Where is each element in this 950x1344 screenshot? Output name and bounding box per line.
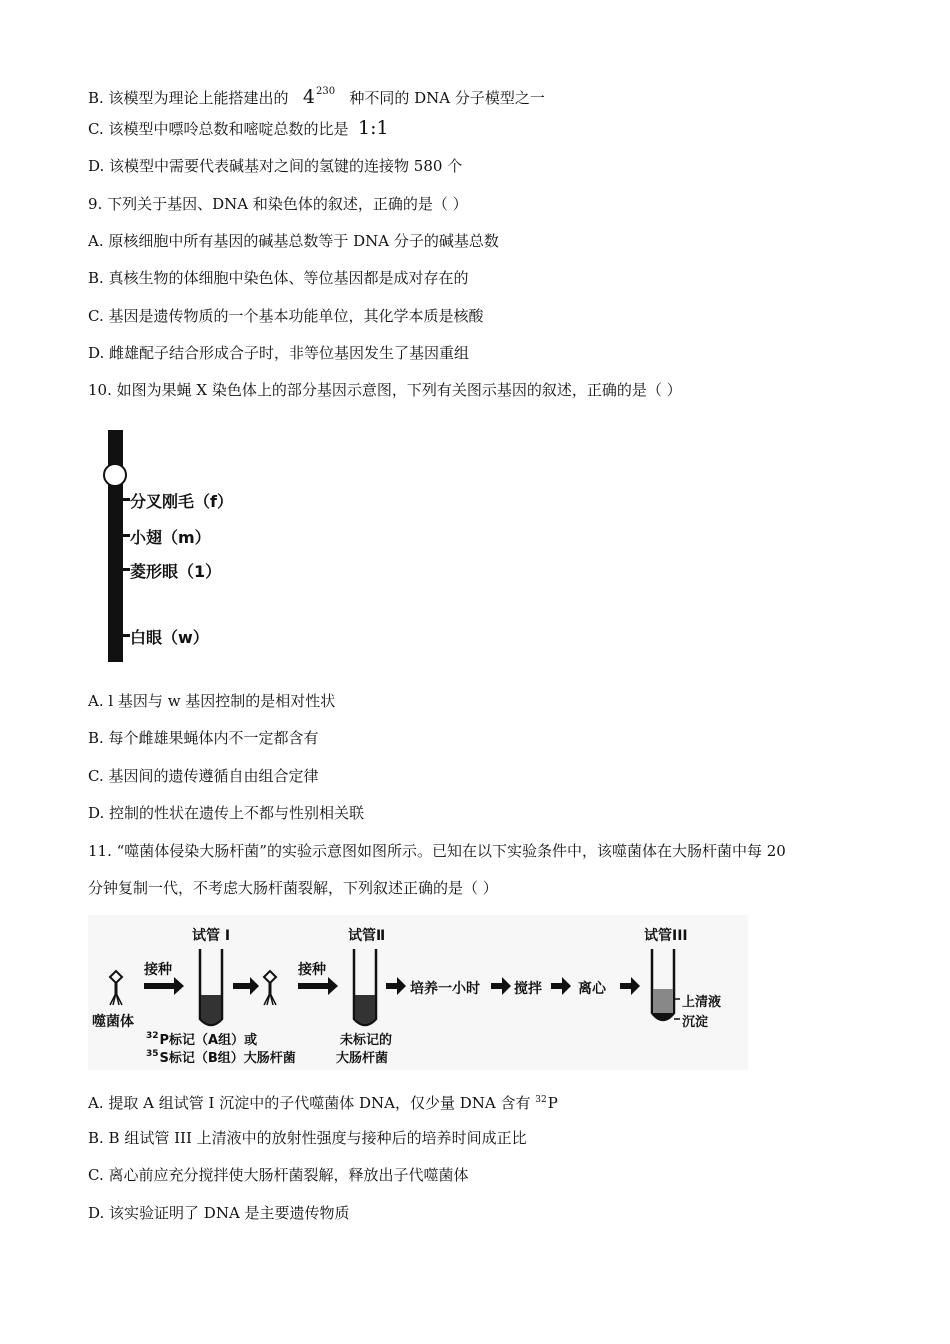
- option-9b: B. 真核生物的体细胞中染色体、等位基因都是成对存在的: [88, 269, 469, 287]
- tube-3-label: 试管III: [644, 928, 688, 944]
- option-11a: [88, 1090, 558, 1113]
- option-8b-text-end: 种不同的 DNA 分子模型之一: [349, 89, 545, 107]
- tube-2-label: 试管Ⅱ: [348, 928, 386, 944]
- phage-icon: [110, 971, 122, 1005]
- option-11d: D. 该实验证明了 DNA 是主要遗传物质: [88, 1204, 350, 1222]
- unlabeled-bacteria-line2: 大肠杆菌: [336, 1051, 389, 1066]
- option-8b: [88, 82, 545, 108]
- inoculate-label-1: 接种: [144, 962, 172, 978]
- formula-exponent: 230: [315, 86, 336, 97]
- arrow-2: [233, 983, 251, 989]
- gene-tick-m: [120, 534, 130, 537]
- isotope-symbol: P: [547, 1094, 558, 1112]
- option-10c: C. 基因间的遗传遵循自由组合定律: [88, 767, 319, 785]
- question-10: 10. 如图为果蝇 X 染色体上的部分基因示意图，下列有关图示基因的叙述，正确的是（ ）: [88, 381, 682, 399]
- labeled-bacteria-line1: $^{32}$P标记（A组）或: [146, 1031, 258, 1048]
- step-centrifuge: 离心: [578, 981, 606, 997]
- step-stir: 搅拌: [514, 981, 542, 997]
- gene-label-l: 菱形眼（1）: [130, 562, 222, 581]
- option-10d: D. 控制的性状在遗传上不都与性别相关联: [88, 804, 365, 822]
- option-8b-text: B. 该模型为理论上能搭建出的: [88, 89, 289, 107]
- option-11a-text: A. 提取 A 组试管 I 沉淀中的子代噬菌体 DNA，仅少量 DNA 含有: [88, 1094, 531, 1112]
- option-11c: C. 离心前应充分搅拌使大肠杆菌裂解，释放出子代噬菌体: [88, 1166, 469, 1184]
- question-11-line1: 11. “噬菌体侵染大肠杆菌”的实验示意图如图所示。已知在以下实验条件中，该噬菌体在大肠杆菌中每 20: [88, 842, 786, 860]
- phage-label: 噬菌体: [92, 1014, 134, 1030]
- arrow-6: [551, 983, 563, 989]
- x-chromosome-figure: [100, 430, 280, 665]
- isotope-superscript: 32: [535, 1095, 547, 1105]
- ratio-value: 1:1: [358, 117, 389, 139]
- option-9a: A. 原核细胞中所有基因的碱基总数等于 DNA 分子的碱基总数: [88, 232, 499, 250]
- option-11b: B. B 组试管 III 上清液中的放射性强度与接种后的培养时间成正比: [88, 1129, 527, 1147]
- phage-experiment-figure: [88, 915, 748, 1070]
- gene-label-w: 白眼（w）: [130, 628, 209, 647]
- arrow-5: [491, 983, 503, 989]
- formula-base: 4: [302, 86, 315, 108]
- option-8c: [88, 118, 389, 139]
- gene-label-m: 小翅（m）: [130, 528, 211, 547]
- gene-tick-l: [120, 568, 130, 571]
- question-9: 9. 下列关于基因、DNA 和染色体的叙述，正确的是（ ）: [88, 195, 468, 213]
- sediment-label: 沉淀: [682, 1015, 709, 1030]
- arrow-1: [144, 983, 174, 989]
- arrow-3: [298, 983, 328, 989]
- step-culture: 培养一小时: [410, 981, 480, 997]
- option-9d: D. 雌雄配子结合形成合子时，非等位基因发生了基因重组: [88, 344, 470, 362]
- phage-icon-2: [264, 971, 276, 1005]
- question-11-line2: 分钟复制一代，不考虑大肠杆菌裂解，下列叙述正确的是（ ）: [88, 879, 498, 897]
- gene-tick-w: [120, 634, 130, 637]
- centromere: [103, 463, 127, 487]
- option-10b: B. 每个雌雄果蝇体内不一定都含有: [88, 729, 319, 747]
- option-8c-text: C. 该模型中嘌呤总数和嘧啶总数的比是: [88, 120, 349, 138]
- unlabeled-bacteria-line1: 未标记的: [340, 1033, 393, 1048]
- gene-tick-f: [120, 498, 130, 501]
- option-10a: A. l 基因与 w 基因控制的是相对性状: [88, 692, 336, 710]
- arrow-4: [386, 983, 398, 989]
- labeled-bacteria-line2: $^{35}$S标记（B组）大肠杆菌: [146, 1049, 296, 1066]
- arrow-7: [620, 983, 632, 989]
- option-8d: D. 该模型中需要代表碱基对之间的氢键的连接物 580 个: [88, 157, 463, 175]
- inoculate-label-2: 接种: [298, 962, 326, 978]
- gene-label-f: 分叉刚毛（f）: [130, 492, 233, 511]
- tube-1-label: 试管 I: [192, 928, 231, 944]
- option-9c: C. 基因是遗传物质的一个基本功能单位，其化学本质是核酸: [88, 307, 484, 325]
- supernatant-label: 上清液: [682, 995, 722, 1010]
